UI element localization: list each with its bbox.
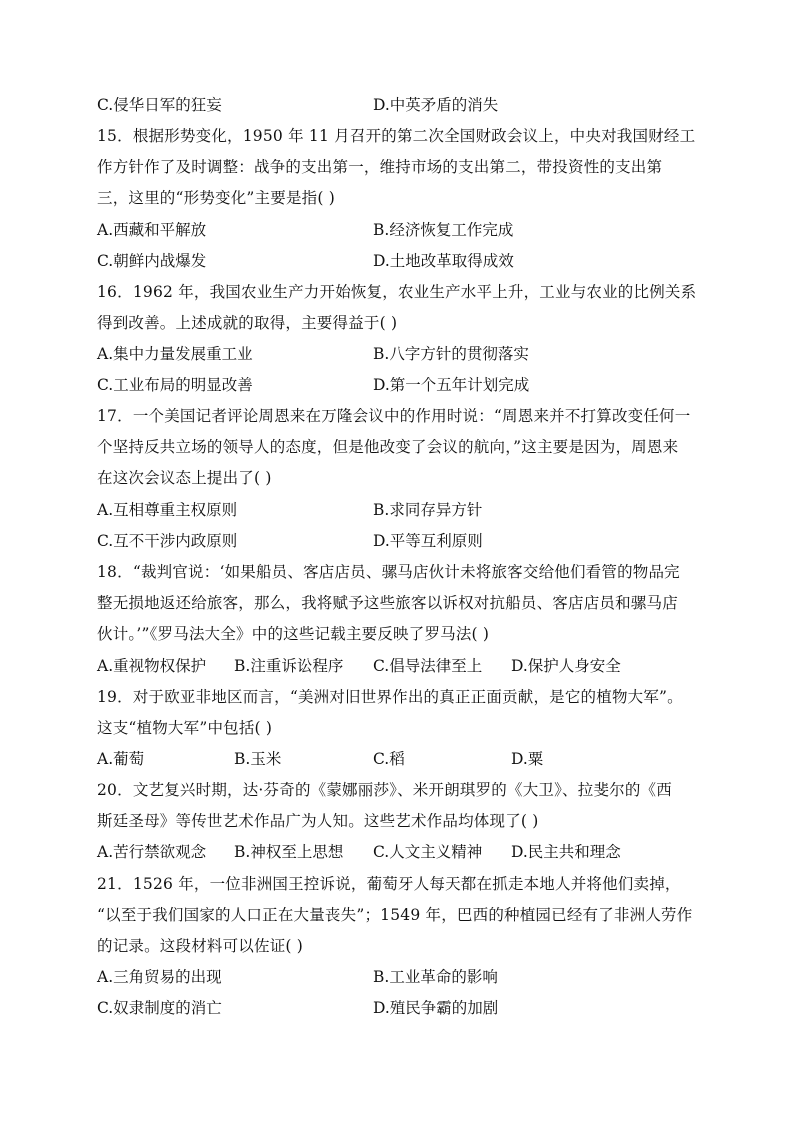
q19-option-b: B.玉米 [234, 750, 282, 768]
q15-option-a: A.西藏和平解放 [97, 221, 207, 239]
q17-stem-line-1: 17．一个美国记者评论周恩来在万隆会议中的作用时说：“周恩来并不打算改变任何一 [97, 407, 691, 425]
q21-option-d: D.殖民争霸的加剧 [373, 999, 499, 1017]
q14-option-d: D.中英矛盾的消失 [373, 96, 499, 114]
q16-stem-line-2: 得到改善。上述成就的取得，主要得益于( ) [97, 314, 398, 332]
q15-option-d: D.土地改革取得成效 [373, 252, 514, 270]
q18-option-d: D.保护人身安全 [511, 657, 621, 675]
q19-option-c: C.稻 [373, 750, 405, 768]
q15-stem-line-2: 作方针作了及时调整：战争的支出第一，维持市场的支出第二，带投资性的支出第 [97, 158, 663, 176]
q21-stem-line-2: “以至于我们国家的人口正在大量丧失”；1549 年，巴西的种植园已经有了非洲人劳作 [97, 906, 693, 924]
q19-option-d: D.粟 [511, 750, 544, 768]
q17-stem-line-3: 在这次会议态上提出了( ) [97, 469, 272, 487]
q18-option-b: B.注重诉讼程序 [234, 657, 344, 675]
q17-option-d: D.平等互利原则 [373, 532, 483, 550]
q20-option-b: B.神权至上思想 [234, 843, 344, 861]
q20-stem-line-1: 20．文艺复兴时期，达·芬奇的《蒙娜丽莎》、米开朗琪罗的《大卫》、拉斐尔的《西 [97, 781, 672, 799]
q16-option-b: B.八字方针的贯彻落实 [373, 345, 529, 363]
q20-option-a: A.苦行禁欲观念 [97, 843, 207, 861]
q16-option-d: D.第一个五年计划完成 [373, 376, 530, 394]
q21-stem-line-1: 21．1526 年，一位非洲国王控诉说，葡萄牙人每天都在抓走本地人并将他们卖掉， [97, 875, 681, 893]
q16-option-a: A.集中力量发展重工业 [97, 345, 253, 363]
q21-option-b: B.工业革命的影响 [373, 968, 498, 986]
q17-option-c: C.互不干涉内政原则 [97, 532, 238, 550]
q16-option-c: C.工业布局的明显改善 [97, 376, 253, 394]
q15-option-c: C.朝鲜内战爆发 [97, 252, 207, 270]
q20-option-c: C.人文主义精神 [373, 843, 483, 861]
q18-option-a: A.重视物权保护 [97, 657, 207, 675]
q18-stem-line-3: 伙计。’”《罗马法大全》中的这些记载主要反映了罗马法( ) [97, 625, 490, 643]
q20-option-d: D.民主共和理念 [511, 843, 621, 861]
q18-option-c: C.倡导法律至上 [373, 657, 483, 675]
q21-option-c: C.奴隶制度的消亡 [97, 999, 222, 1017]
q19-option-a: A.葡萄 [97, 750, 145, 768]
q21-stem-line-3: 的记录。这段材料可以佐证( ) [97, 937, 304, 955]
q16-stem-line-1: 16．1962 年，我国农业生产力开始恢复，农业生产水平上升，工业与农业的比例关系 [97, 283, 697, 301]
q20-stem-line-2: 斯廷圣母》等传世艺术作品广为人知。这些艺术作品均体现了( ) [97, 812, 539, 830]
q14-option-c: C.侵华日军的狂妄 [97, 96, 222, 114]
q15-option-b: B.经济恢复工作完成 [373, 221, 514, 239]
q18-stem-line-1: 18．“裁判官说：‘如果船员、客店店员、骡马店伙计未将旅客交给他们看管的物品完 [97, 563, 680, 581]
q17-stem-line-2: 个坚持反共立场的领导人的态度，但是他改变了会议的航向，”这主要是因为，周恩来 [97, 438, 679, 456]
q17-option-a: A.互相尊重主权原则 [97, 501, 238, 519]
q15-stem-line-1: 15．根据形势变化，1950 年 11 月召开的第二次全国财政会议上，中央对我国财经工 [97, 127, 696, 145]
q15-stem-line-3: 三，这里的“形势变化”主要是指( ) [97, 189, 335, 207]
q17-option-b: B.求同存异方针 [373, 501, 483, 519]
q19-stem-line-1: 19．对于欧亚非地区而言，“美洲对旧世界作出的真正正面贡献，是它的植物大军”。 [97, 688, 683, 706]
q18-stem-line-2: 整无损地返还给旅客，那么，我将赋予这些旅客以诉权对抗船员、客店店员和骡马店 [97, 594, 678, 612]
q19-stem-line-2: 这支“植物大军”中包括( ) [97, 719, 273, 737]
q21-option-a: A.三角贸易的出现 [97, 968, 222, 986]
